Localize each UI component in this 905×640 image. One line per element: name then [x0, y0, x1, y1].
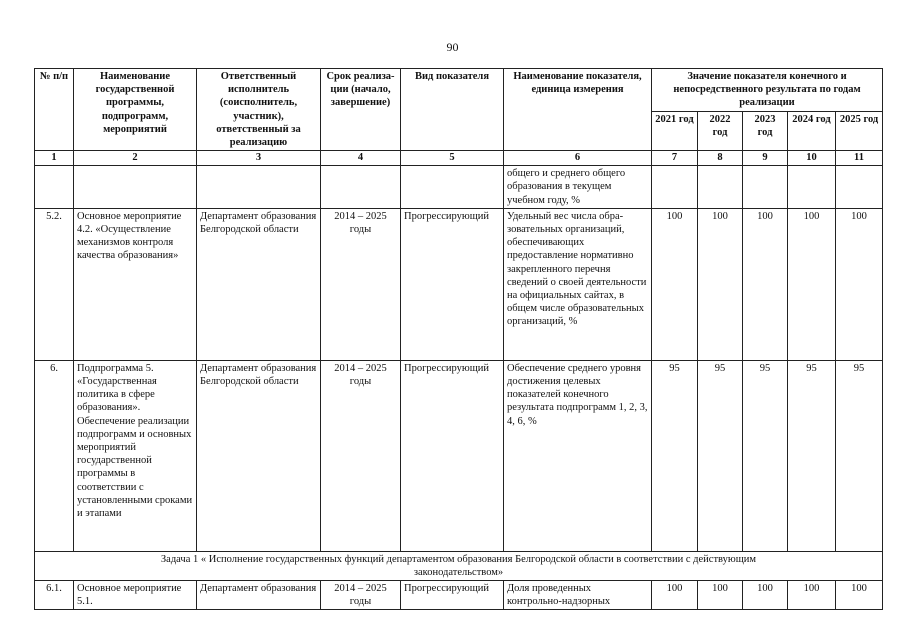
- header-year: 2022 год: [698, 111, 743, 151]
- table-row: [35, 360, 883, 551]
- header-year: 2024 год: [788, 111, 836, 151]
- row-value-2023: 100: [743, 208, 788, 360]
- column-number: 3: [197, 151, 321, 166]
- row-value-2025: 100: [836, 580, 883, 609]
- column-number: 8: [698, 151, 743, 166]
- row-value-2022: 100: [698, 580, 743, 609]
- row-value-2023: 100: [743, 580, 788, 609]
- header-indicator-type: Вид показателя: [401, 69, 504, 151]
- header-indicator-name: Наименование показателя, единица измерения: [504, 69, 652, 151]
- header-row: [35, 69, 883, 112]
- column-number: 11: [836, 151, 883, 166]
- row-value-2025: 100: [836, 208, 883, 360]
- row-value-2022: 95: [698, 360, 743, 551]
- row-executor: Департамент образования Белгородской области: [197, 360, 321, 551]
- row-indicator-name: Обеспечение среднего уровня достижения целевых показателей конечного результата подпрограмм 1, 2, 3, 4, 6, %: [504, 360, 652, 551]
- task-row: [35, 551, 883, 580]
- row-value-2021: 100: [652, 580, 698, 609]
- row-value-2022: 100: [698, 208, 743, 360]
- row-number: 6.1.: [35, 580, 74, 609]
- row-value-2024: 95: [788, 360, 836, 551]
- row-indicator-type: Прогрессирующий: [401, 580, 504, 609]
- header-num: № п/п: [35, 69, 74, 151]
- column-number: 5: [401, 151, 504, 166]
- header-executor: Ответственный исполнитель (соисполнитель, участник), ответственный за реализацию: [197, 69, 321, 151]
- task-heading: Задача 1 « Исполнение государственных функций департаментом образования Белгородской области в соответствии с действующим законодательством»: [35, 551, 883, 580]
- row-indicator-type: Прогрессирующий: [401, 360, 504, 551]
- table-row: [35, 208, 883, 360]
- row-value-2021: 95: [652, 360, 698, 551]
- header-program-name: Наименование государственной программы, подпрограмм, мероприятий: [74, 69, 197, 151]
- row-term: 2014 – 2025 годы: [321, 580, 401, 609]
- header-year: 2025 год: [836, 111, 883, 151]
- row-number: 6.: [35, 360, 74, 551]
- column-number: 6: [504, 151, 652, 166]
- row-value-2021: 100: [652, 208, 698, 360]
- column-number: 9: [743, 151, 788, 166]
- page-number: 90: [446, 40, 459, 54]
- column-number: 4: [321, 151, 401, 166]
- program-indicators-table: [34, 68, 883, 610]
- column-number-row: [35, 151, 883, 166]
- row-term: 2014 – 2025 годы: [321, 208, 401, 360]
- header-term: Срок реализа-ции (начало, завершение): [321, 69, 401, 151]
- row-term: 2014 – 2025 годы: [321, 360, 401, 551]
- column-number: 7: [652, 151, 698, 166]
- row-executor: Департамент образования Белгородской области: [197, 208, 321, 360]
- row-executor: Департамент образования: [197, 580, 321, 609]
- row-indicator-name: Доля проведенных контрольно-надзорных: [504, 580, 652, 609]
- row-program-name: Основное мероприятие 4.2. «Осуществление механизмов контроля качества образования»: [74, 208, 197, 360]
- column-number: 2: [74, 151, 197, 166]
- header-year: 2023 год: [743, 111, 788, 151]
- row-indicator-name: Удельный вес числа обра-зовательных организаций, обеспечивающих предоставление нормативно закрепленного перечня сведений о своей деятельности на официальных сайтах, в общем числе образовательных организаций, %: [504, 208, 652, 360]
- continuation-row: [35, 166, 883, 209]
- row-program-name: Основное мероприятие 5.1.: [74, 580, 197, 609]
- table-row: [35, 580, 883, 609]
- column-number: 10: [788, 151, 836, 166]
- row-value-2023: 95: [743, 360, 788, 551]
- row-program-name: Подпрограмма 5. «Государственная политика в сфере образования». Обеспечение реализации подпрограмм и основных мероприятий государственной программы в соответствии с установленными сроками и этапами: [74, 360, 197, 551]
- row-indicator-type: Прогрессирующий: [401, 208, 504, 360]
- header-values-group: Значение показателя конечного и непосредственного результата по годам реализации: [652, 69, 883, 112]
- row-value-2025: 95: [836, 360, 883, 551]
- row-number: 5.2.: [35, 208, 74, 360]
- column-number: 1: [35, 151, 74, 166]
- header-year: 2021 год: [652, 111, 698, 151]
- row-value-2024: 100: [788, 580, 836, 609]
- row-value-2024: 100: [788, 208, 836, 360]
- indicator-name-cell: общего и среднего общего образования в текущем учебном году, %: [504, 166, 652, 209]
